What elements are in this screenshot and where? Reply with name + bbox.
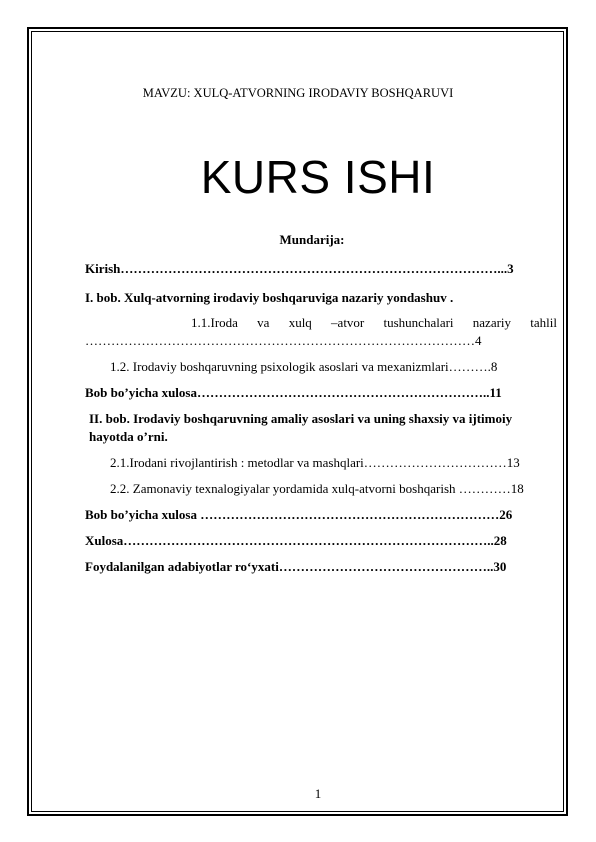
toc-entry-chapter-1-conclusion: Bob bo’yicha xulosa…………………………………………………………..11 xyxy=(85,385,502,400)
toc-word: nazariy xyxy=(472,315,512,330)
toc-leader-dots: ………………………………………………………………………………4 xyxy=(85,333,482,348)
toc-entry-2-2: 2.2. Zamonaviy texnalogiyalar yordamida xulq-atvorni boshqarish …………18 xyxy=(110,481,524,496)
toc-entry-xulosa: Xulosa…………………………………………………………………………..28 xyxy=(85,533,507,548)
document-type-title: KURS ISHI xyxy=(200,151,436,203)
toc-word: 1.1.Iroda xyxy=(191,315,238,330)
toc-word: tushunchalari xyxy=(383,315,454,330)
toc-entry-kirish: Kirish……………………………………………………………………………...3 xyxy=(85,261,514,276)
contents-heading: Mundarija: xyxy=(279,232,345,247)
toc-entry-chapter-2-title-line1: II. bob. Irodaviy boshqaruvning amaliy asoslari va uning shaxsiy va ijtimoiy xyxy=(89,411,513,426)
toc-word: tahlil xyxy=(530,315,557,330)
toc-entry-1-1-dots xyxy=(85,333,482,349)
toc-entry-1-1-line xyxy=(191,315,557,331)
toc-entry-references: Foydalanilgan adabiyotlar ro‘yxati…………………………………………..30 xyxy=(85,559,507,574)
toc-entry-2-1: 2.1.Irodani rivojlantirish : metodlar va mashqlari……………………………13 xyxy=(110,455,520,470)
toc-word: –atvor xyxy=(331,315,365,330)
toc-entry-1-2: 1.2. Irodaviy boshqaruvning psixologik asoslari va mexanizmlari……….8 xyxy=(110,359,498,374)
page-number: 1 xyxy=(314,786,322,801)
topic-title: MAVZU: XULQ-ATVORNING IRODAVIY BOSHQARUVI xyxy=(142,86,454,100)
toc-word: xulq xyxy=(288,315,312,330)
toc-entry-chapter-2-conclusion: Bob bo’yicha xulosa ……………………………………………………………26 xyxy=(85,507,513,522)
toc-word: va xyxy=(257,315,270,330)
toc-entry-chapter-2-title-line2: hayotda o’rni. xyxy=(89,429,168,444)
toc-entry-chapter-1-title: I. bob. Xulq-atvorning irodaviy boshqaruviga nazariy yondashuv . xyxy=(85,290,454,305)
